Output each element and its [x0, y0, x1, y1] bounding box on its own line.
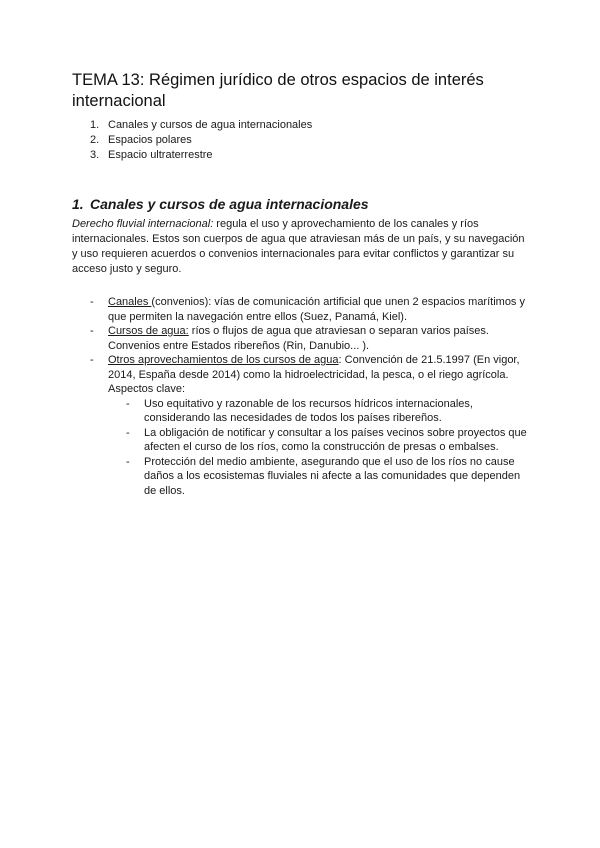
- sub-list-item-text: Uso equitativo y razonable de los recursos hídricos internacionales, considerando las necesidades de todos los países ribereños.: [144, 397, 473, 424]
- section-number: 1.: [72, 196, 84, 212]
- bullet-term: Cursos de agua:: [108, 325, 189, 337]
- section-heading-text: Canales y cursos de agua internacionales: [90, 196, 369, 212]
- toc-label: Espacio ultraterrestre: [108, 149, 213, 161]
- toc-number: 1.: [90, 119, 100, 131]
- toc-label: Espacios polares: [108, 134, 192, 146]
- list-item-text: [108, 295, 532, 324]
- bullet-term: Canales: [108, 296, 152, 308]
- list-item: [72, 353, 532, 498]
- bullet-term: Otros aprovechamientos de los cursos de agua: [108, 354, 339, 366]
- intro-text: regula el uso y aprovechamiento de los canales y ríos internacionales. Estos son cuerpos de agua que atraviesan más de un país, y su navegación y uso requieren acuerdos o convenios internacionales para evitar conflictos y garantizar su acceso justo y seguro.: [72, 218, 525, 275]
- sub-list-item: [108, 455, 532, 499]
- section-heading: [72, 195, 532, 213]
- toc-item: [72, 148, 532, 163]
- dash-marker: -: [126, 455, 130, 468]
- dash-marker: -: [90, 325, 94, 337]
- list-item: [72, 295, 532, 324]
- intro-term: Derecho fluvial internacional:: [72, 218, 214, 230]
- sub-list-item: [108, 397, 532, 426]
- bullet-list: [72, 295, 532, 498]
- toc-label: Canales y cursos de agua internacionales: [108, 119, 313, 131]
- dash-marker: -: [126, 426, 130, 439]
- page-title: TEMA 13: Régimen jurídico de otros espacios de interés internacional: [72, 71, 484, 110]
- list-item: [72, 324, 532, 353]
- sub-list-item: [108, 426, 532, 455]
- table-of-contents: [72, 118, 532, 163]
- bullet-description: : Convención de 21.5.1997 (En vigor, 2014, España desde 2014) como la hidroelectricidad, la pesca, o el riego agrícola. Aspectos clave:: [108, 354, 520, 395]
- document-page: [72, 70, 532, 498]
- toc-number: 3.: [90, 149, 100, 161]
- sub-list-item-text: La obligación de notificar y consultar a los países vecinos sobre proyectos que afecten el curso de los ríos, como la construcción de presas o embalses.: [144, 426, 527, 453]
- toc-number: 2.: [90, 134, 100, 146]
- sub-bullet-list: [108, 397, 532, 499]
- bullet-description: ríos o flujos de agua que atraviesan o separan varios países. Convenios entre Estados ribereños (Rin, Danubio... ).: [108, 325, 489, 352]
- sub-list-item-text: Protección del medio ambiente, asegurando que el uso de los ríos no cause daños a los ecosistemas fluviales ni afecte a las comunidades que dependen de ellos.: [144, 455, 521, 497]
- dash-marker: -: [90, 296, 94, 308]
- list-item-text: [108, 324, 532, 353]
- list-item-text: [108, 353, 532, 498]
- toc-item: [72, 118, 532, 133]
- intro-paragraph: [72, 217, 532, 277]
- toc-item: [72, 133, 532, 148]
- dash-marker: -: [126, 397, 130, 410]
- dash-marker: -: [90, 354, 94, 366]
- bullet-description: (convenios): vías de comunicación artificial que unen 2 espacios marítimos y que permiten la navegación entre ellos (Suez, Panamá, Kiel).: [108, 296, 525, 323]
